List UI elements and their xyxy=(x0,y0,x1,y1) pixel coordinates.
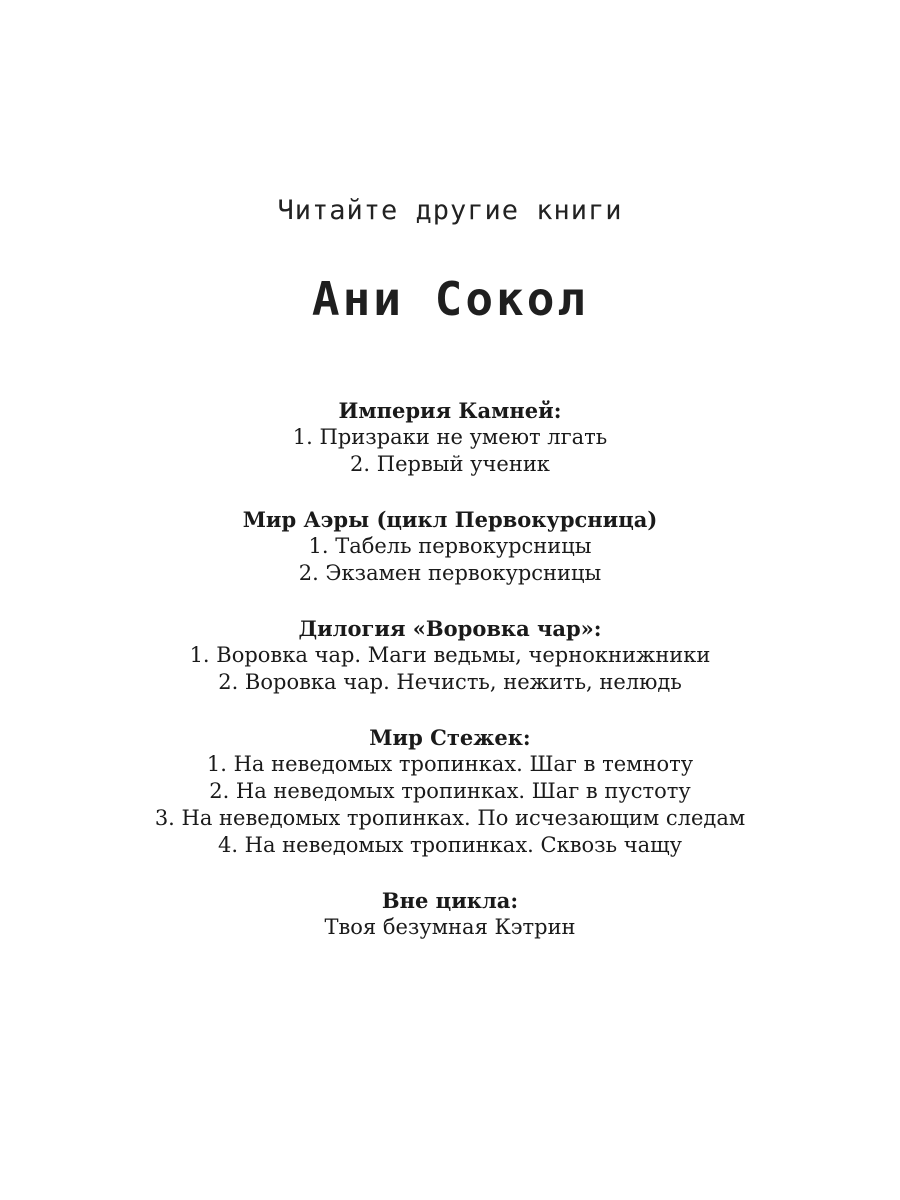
book-title: 1. Табель первокурсницы xyxy=(308,534,592,558)
series-block xyxy=(0,397,900,478)
series-block xyxy=(0,887,900,941)
series-title: Вне цикла: xyxy=(381,888,519,913)
book-title: 1. На неведомых тропинках. Шаг в темноту xyxy=(206,752,694,776)
series-title: Империя Камней: xyxy=(338,398,562,423)
book-title: 2. Экзамен первокурсницы xyxy=(298,561,602,585)
series-title: Дилогия «Воровка чар»: xyxy=(298,616,602,641)
series-block xyxy=(0,506,900,587)
author-name: Ани Сокол xyxy=(311,272,589,326)
series-title: Мир Аэры (цикл Первокурсница) xyxy=(242,507,658,532)
book-title: 2. На неведомых тропинках. Шаг в пустоту xyxy=(209,779,691,803)
series-block xyxy=(0,724,900,859)
book-title: 2. Воровка чар. Нечисть, нежить, нелюдь xyxy=(218,670,682,694)
book-title: Твоя безумная Кэтрин xyxy=(324,915,576,939)
series-block xyxy=(0,615,900,696)
page-kicker: Читайте другие книги xyxy=(277,195,623,226)
series-title: Мир Стежек: xyxy=(369,725,531,750)
book-list xyxy=(0,397,900,969)
book-title: 2. Первый ученик xyxy=(350,452,550,476)
book-title: 4. На неведомых тропинках. Сквозь чащу xyxy=(217,833,683,857)
book-title: 1. Призраки не умеют лгать xyxy=(292,425,608,449)
book-title: 3. На неведомых тропинках. По исчезающим следам xyxy=(154,806,746,830)
book-title: 1. Воровка чар. Маги ведьмы, чернокнижники xyxy=(189,643,711,667)
